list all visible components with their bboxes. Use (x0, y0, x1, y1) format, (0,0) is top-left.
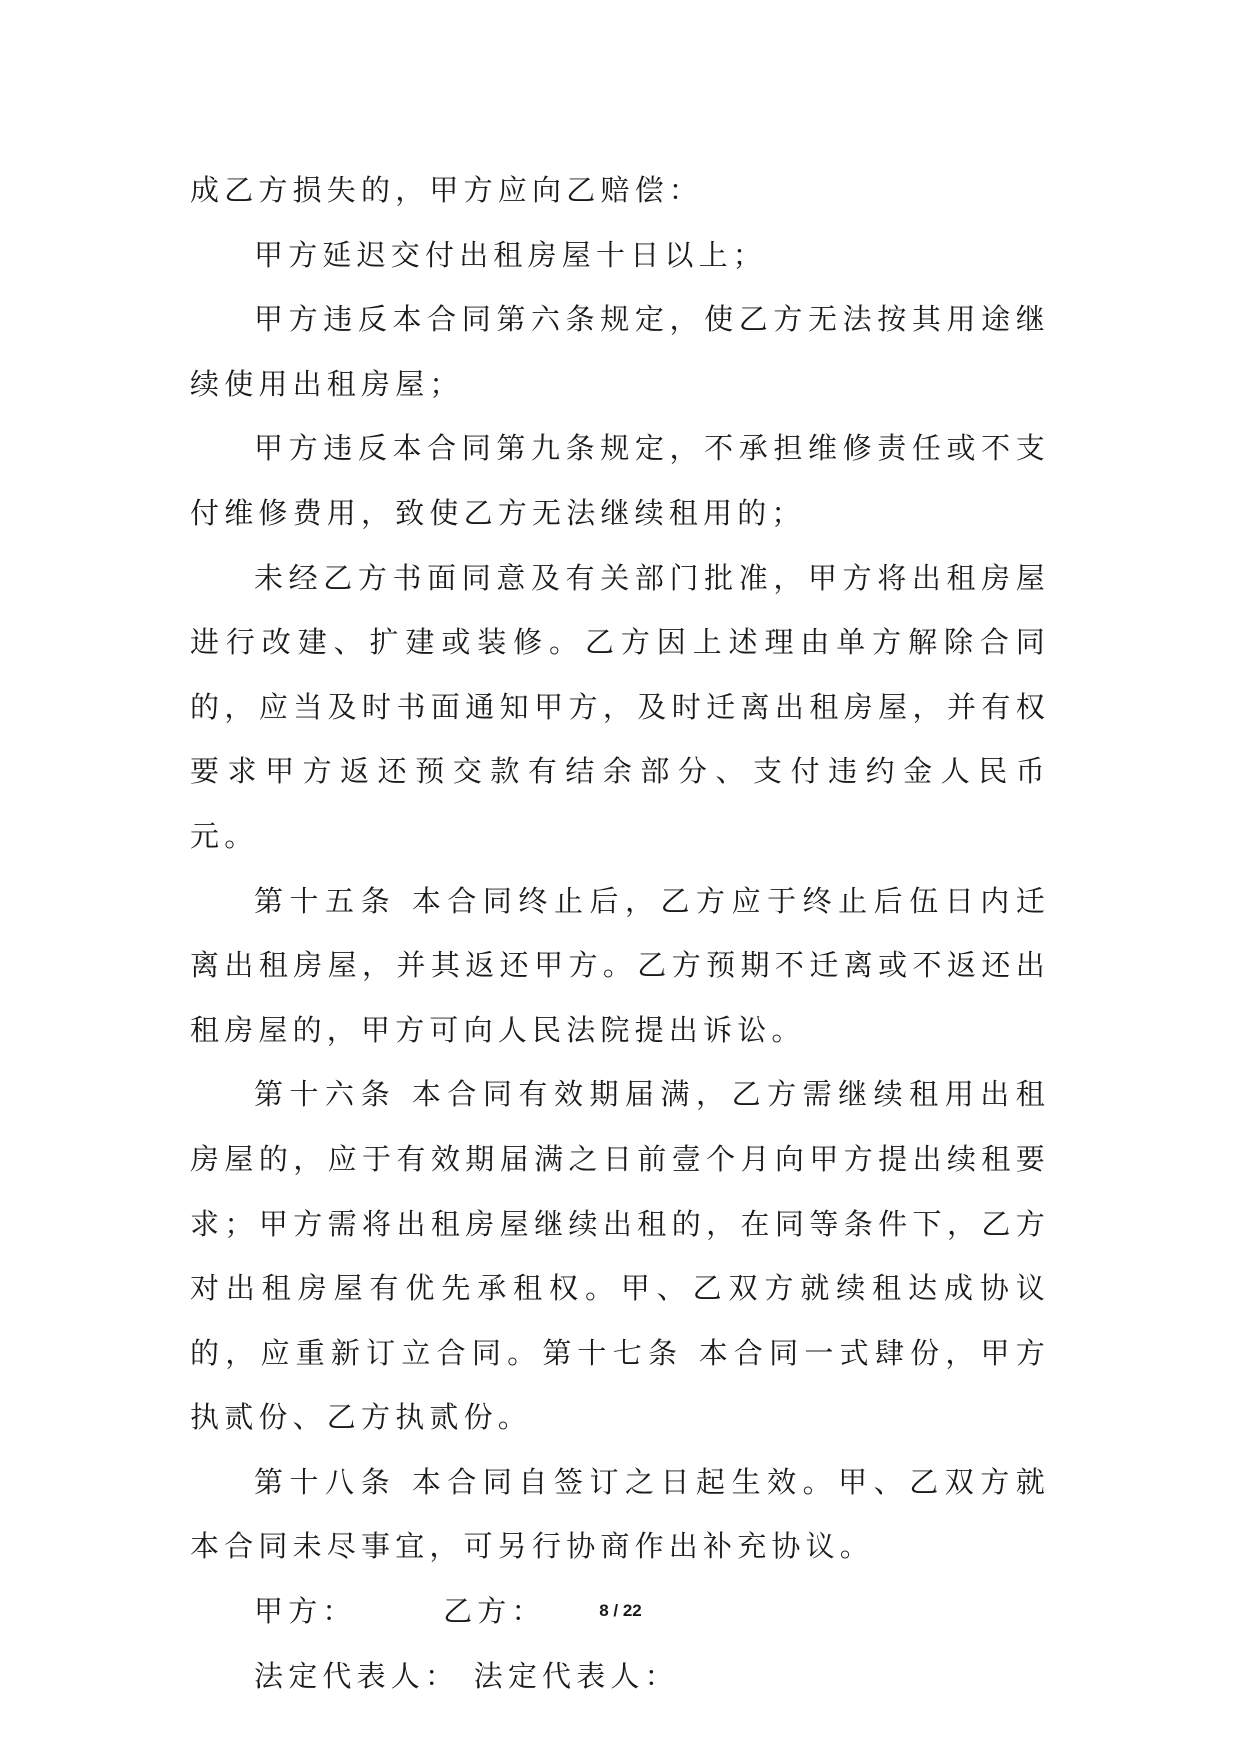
paragraph-late-delivery: 甲方延迟交付出租房屋十日以上； (254, 237, 768, 272)
paragraph-unauthorized-renovation: 未经乙方书面同意及有关部门批准，甲方将出租房屋进行改建、扩建或装修。乙方因上述理由单方解除合同的，应当及时书面通知甲方，及时迁离出租房屋，并有权要求甲方返还预交款有结余部分、支付违约金人民币 元。 (190, 560, 1065, 853)
signature-parties-line: 甲方： 乙方： (254, 1594, 546, 1629)
signature-representatives-line: 法定代表人： 法定代表人： (254, 1658, 679, 1693)
page-number: 8 / 22 (599, 1601, 642, 1620)
document-body (190, 158, 1065, 1708)
paragraph-article-eighteen: 第十八条 本合同自签订之日起生效。甲、乙双方就本合同未尽事宜，可另行协商作出补充协议。 (190, 1464, 1050, 1564)
paragraph-article-sixteen: 第十六条 本合同有效期届满，乙方需继续租用出租房屋的，应于有效期届满之日前壹个月向甲方提出续租要求；甲方需将出租房屋继续出租的，在同等条件下，乙方对出租房屋有优先承租权。甲、乙双方就续租达成协议的，应重新订立合同。第十七条 本合同一式肆份，甲方执贰份、乙方执贰份。 (190, 1077, 1050, 1435)
paragraph-article-fifteen: 第十五条 本合同终止后，乙方应于终止后伍日内迁离出租房屋，并其返还甲方。乙方预期不迁离或不返还出租房屋的，甲方可向人民法院提出诉讼。 (190, 883, 1050, 1047)
paragraph-damages-intro: 成乙方损失的，甲方应向乙赔偿： (190, 173, 704, 207)
paragraph-article-six-breach: 甲方违反本合同第六条规定，使乙方无法按其用途继续使用出租房屋； (190, 302, 1050, 401)
paragraph-article-nine-breach: 甲方违反本合同第九条规定，不承担维修责任或不支付维修费用，致使乙方无法继续租用的； (190, 431, 1050, 530)
